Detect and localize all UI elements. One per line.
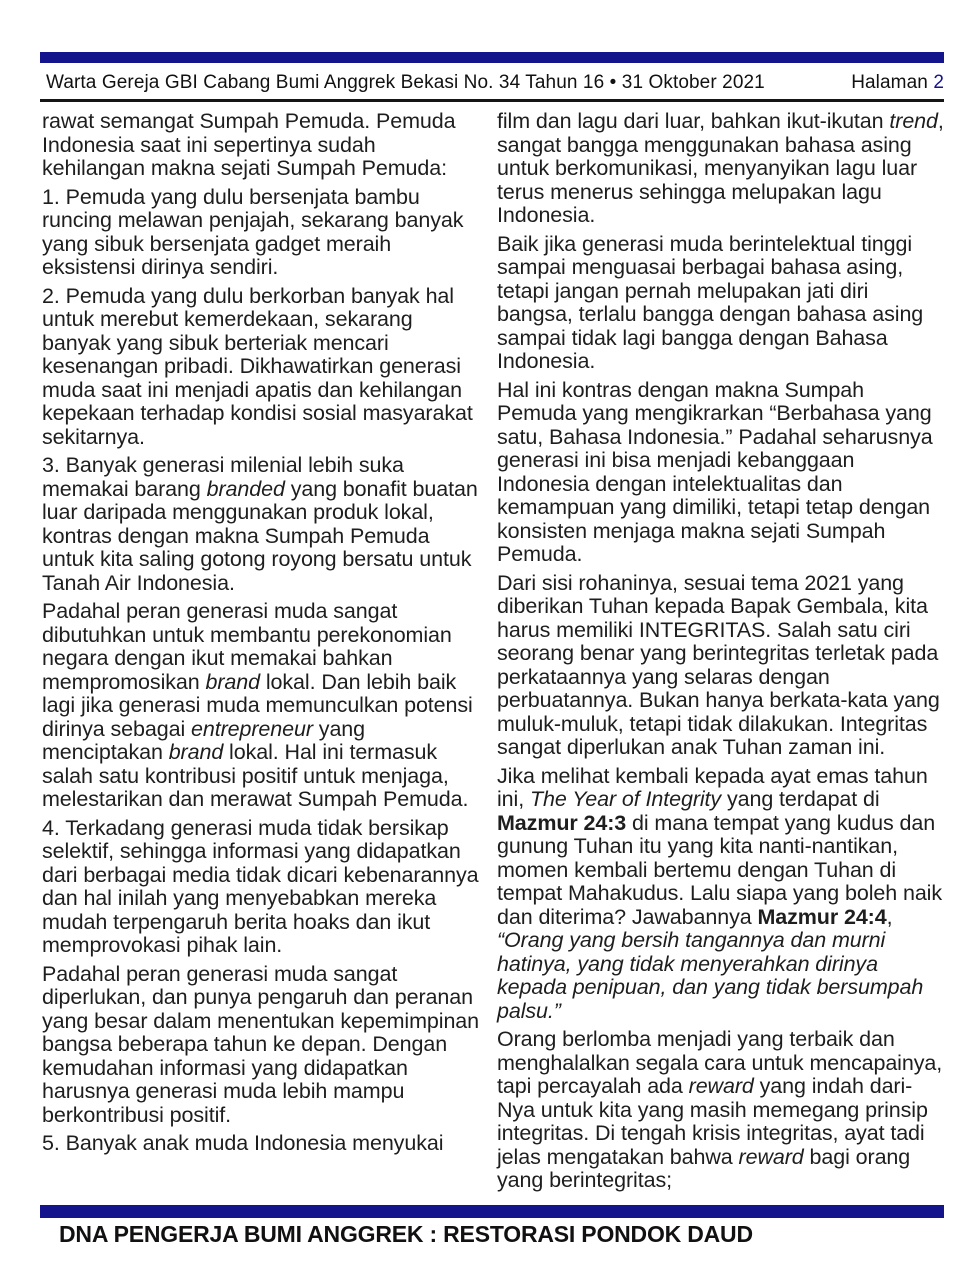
paragraph [42, 186, 482, 280]
text-run: Mazmur 24:4 [757, 904, 887, 929]
text-run: branded [206, 476, 285, 501]
paragraph [42, 963, 482, 1128]
footer-accent-bar [40, 1205, 944, 1218]
text-run: Mazmur 24:3 [497, 810, 627, 835]
text-run: brand [168, 740, 224, 764]
text-run: 5. Banyak anak muda Indonesia menyukai [42, 1131, 444, 1155]
footer-headline: DNA PENGERJA BUMI ANGGREK : RESTORASI PONDOK DAUD [59, 1221, 753, 1247]
text-run: 1. Pemuda yang dulu bersenjata bambu runcing melawan penjajah, sekarang banyak yang sibuk bersenjata gadget meraih eksistensi dirinya sendiri. [42, 184, 464, 279]
paragraph [42, 285, 482, 450]
text-run: rawat semangat Sumpah Pemuda. Pemuda Indonesia saat ini sepertinya sudah kehilangan makna sejati Sumpah Pemuda: [42, 109, 456, 180]
page-number: 2 [933, 72, 944, 93]
paragraph [497, 1028, 947, 1193]
text-run: bagi orang yang berintegritas; [497, 1144, 911, 1192]
text-run: , [886, 904, 893, 929]
paragraph [497, 765, 947, 1024]
masthead-row [46, 72, 944, 94]
left-column [42, 110, 482, 1161]
text-run: Hal ini kontras dengan makna Sumpah Pemuda yang mengikrarkan “Berbahasa yang satu, Bahasa Indonesia.” Padahal seharusnya generasi ini bisa menjadi kebanggaan Indonesia dengan intelektualitas dan kemampuan yang dimiliki, tetapi tetap dengan konsisten menjaga makna sejati Sumpah Pemuda. [497, 377, 933, 566]
paragraph [42, 110, 482, 181]
paragraph [42, 600, 482, 812]
newsletter-masthead: Warta Gereja GBI Cabang Bumi Anggrek Bekasi No. 34 Tahun 16 • 31 Oktober 2021 [46, 72, 765, 93]
text-run: 3. Banyak generasi milenial lebih suka memakai barang [42, 453, 404, 501]
paragraph [42, 817, 482, 958]
text-run: Jika melihat kembali kepada ayat emas tahun ini, [497, 763, 928, 811]
header-divider [40, 99, 944, 102]
text-run: reward [738, 1144, 804, 1169]
paragraph [42, 1132, 482, 1156]
paragraph [42, 454, 482, 595]
text-run: Padahal peran generasi muda sangat dibutuhkan untuk membantu perekonomian negara dengan ikut memakai bahkan mempromosikan [42, 599, 452, 694]
text-run: film dan lagu dari luar, bahkan ikut-ikutan [497, 109, 890, 133]
page-indicator [851, 72, 944, 94]
text-run: Baik jika generasi muda berintelektual tinggi sampai menguasai berbagai bahasa asing, tetapi jangan pernah melupakan jati diri bangsa, terlalu bangga dengan bahasa asing sampai tidak lagi bangga dengan Bahasa Indonesia. [497, 231, 924, 373]
text-run: reward [688, 1074, 754, 1098]
text-run: Padahal peran generasi muda sangat diperlukan, dan punya pengaruh dan peranan yang besar dalam menentukan kepemimpinan bangsa beberapa tahun ke depan. Dengan kemudahan informasi yang didapatkan harusnya generasi muda lebih mampu berkontribusi positif. [42, 961, 480, 1127]
text-run: Dari sisi rohaninya, sesuai tema 2021 yang diberikan Tuhan kepada Bapak Gembala, kita harus memiliki INTEGRITAS. Salah satu ciri seorang benar yang berintegritas terletak pada perkataannya yang selaras dengan perbuatannya. Bukan hanya berkata-kata yang muluk-muluk, tetapi tidak dilakukan. Integritas sangat diperlukan anak Tuhan zaman ini. [497, 570, 940, 759]
page-label: Halaman [851, 72, 928, 93]
text-run: di mana tempat yang kudus dan gunung Tuhan itu yang kita nanti-nantikan, momen kembali bertemu dengan Tuhan di tempat Mahakudus. Lalu siapa yang boleh naik dan diterima? Jawabannya [497, 810, 943, 929]
text-run: entrepreneur [191, 716, 313, 741]
text-run: yang terdapat di [721, 787, 880, 811]
text-run: yang indah dari-Nya untuk kita yang masih memegang prinsip integritas. Di tengah krisis integritas, ayat tadi jelas mengatakan bahwa [497, 1074, 928, 1169]
text-run: Orang berlomba menjadi yang terbaik dan menghalalkan segala cara untuk mencapainya, tapi percayalah ada [497, 1027, 943, 1098]
paragraph [497, 379, 947, 567]
text-run: trend [889, 109, 938, 133]
paragraph [497, 233, 947, 374]
text-run: , sangat bangga menggunakan bahasa asing untuk berkomunikasi, menyanyikan lagu luar terus menerus sehingga melupakan lagu Indonesia. [497, 109, 944, 227]
right-column [497, 110, 947, 1198]
header-accent-bar [40, 52, 944, 63]
text-run: yang bonafit buatan luar daripada menggunakan produk lokal, kontras dengan makna Sumpah Pemuda untuk kita saling gotong royong bersatu untuk Tanah Air Indonesia. [42, 476, 478, 595]
paragraph [497, 110, 947, 228]
paragraph [497, 572, 947, 760]
text-run: 4. Terkadang generasi muda tidak bersikap selektif, sehingga informasi yang didapatkan dari berbagai media tidak dicari kebenarannya dan hal inilah yang menyebabkan mereka mudah terpengaruh berita hoaks dan ikut memprovokasi pihak lain. [42, 815, 479, 957]
text-run: lokal. Dan lebih baik lagi jika generasi muda memunculkan potensi dirinya sebagai [42, 669, 473, 741]
text-run: “Orang yang bersih tangannya dan murni hatinya, yang tidak menyerahkan dirinya kepada penipuan, dan yang tidak bersumpah palsu.” [497, 928, 924, 1023]
text-run: lokal. Hal ini termasuk salah satu kontribusi positif untuk menjaga, melestarikan dan merawat Sumpah Pemuda. [42, 740, 469, 811]
text-run: 2. Pemuda yang dulu berkorban banyak hal untuk merebut kemerdekaan, sekarang banyak yang sibuk berteriak mencari kesenangan pribadi. Dikhawatirkan generasi muda saat ini menjadi apatis dan kehilangan kepekaan terhadap kondisi sosial masyarakat sekitarnya. [42, 283, 473, 449]
text-run: yang menciptakan [42, 716, 366, 764]
text-run: brand [205, 669, 260, 694]
text-run: The Year of Integrity [529, 787, 722, 811]
